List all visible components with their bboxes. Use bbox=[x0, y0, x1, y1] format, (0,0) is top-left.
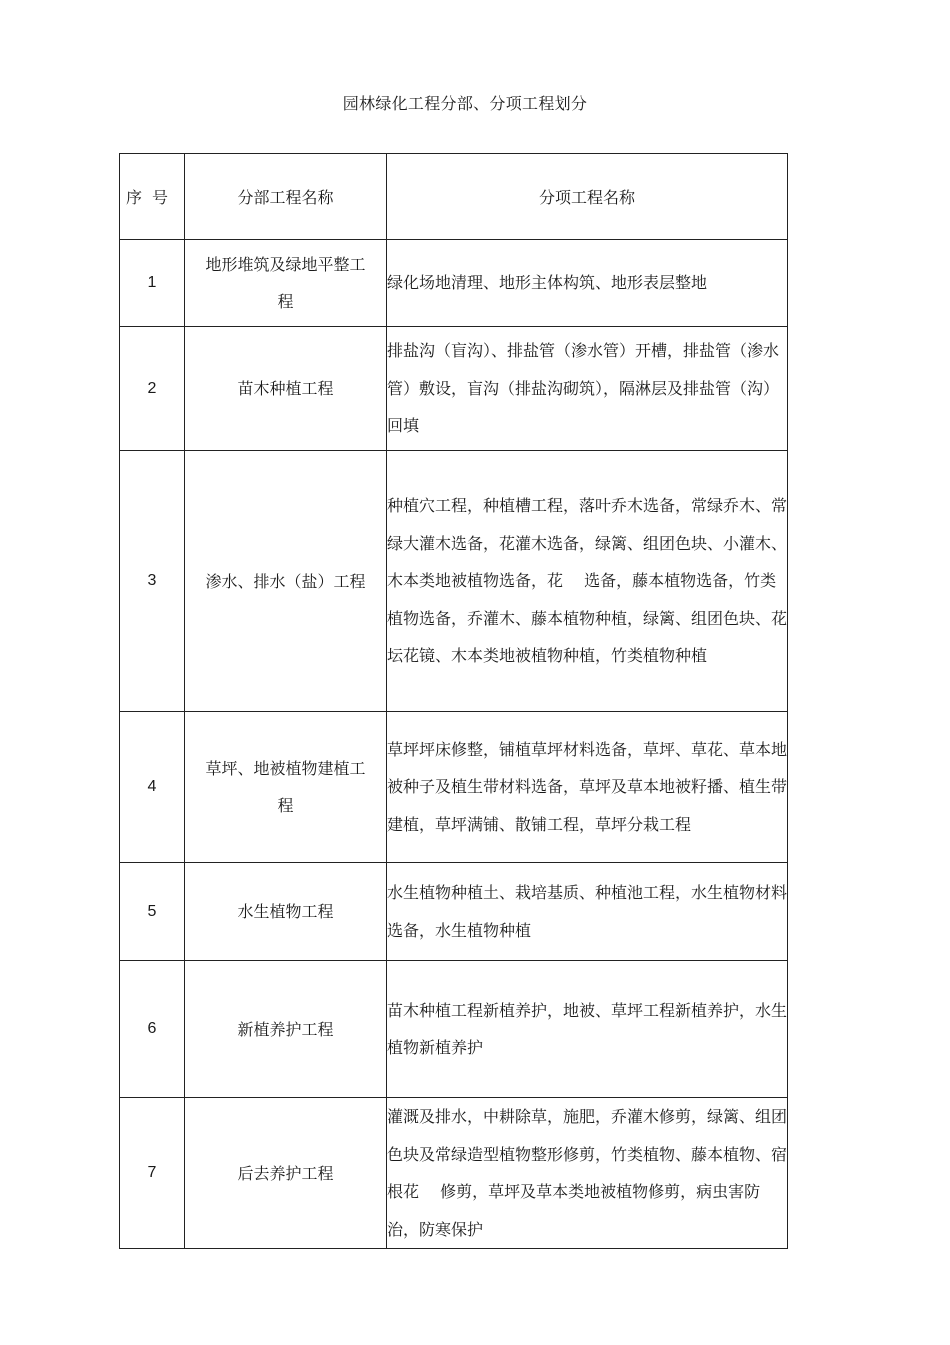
row-seq: 2 bbox=[120, 327, 185, 451]
row-division: 后去养护工程 bbox=[185, 1098, 387, 1249]
table-row bbox=[120, 863, 788, 961]
row-division: 水生植物工程 bbox=[185, 863, 387, 961]
row-seq: 4 bbox=[120, 712, 185, 863]
row-division: 地形堆筑及绿地平整工程 bbox=[185, 240, 387, 327]
row-items: 灌溉及排水，中耕除草，施肥，乔灌木修剪，绿篱、组团色块及常绿造型植物整形修剪，竹类植物、藤本植物、宿根花 修剪，草坪及草本类地被植物修剪，病虫害防治，防寒保护 bbox=[387, 1098, 788, 1249]
table-header-row bbox=[120, 154, 788, 240]
table-row bbox=[120, 240, 788, 327]
table-row bbox=[120, 327, 788, 451]
row-division: 草坪、地被植物建植工程 bbox=[185, 712, 387, 863]
header-seq: 序号 bbox=[120, 154, 185, 240]
row-items: 绿化场地清理、地形主体构筑、地形表层整地 bbox=[387, 240, 788, 327]
table-row bbox=[120, 451, 788, 712]
row-items: 排盐沟（盲沟）、排盐管（渗水管）开槽，排盐管（渗水管）敷设，盲沟（排盐沟砌筑），隔淋层及排盐管（沟）回填 bbox=[387, 327, 788, 451]
row-division: 新植养护工程 bbox=[185, 961, 387, 1098]
row-items: 草坪坪床修整，铺植草坪材料选备，草坪、草花、草本地被种子及植生带材料选备，草坪及草本地被籽播、植生带建植，草坪满铺、散铺工程，草坪分栽工程 bbox=[387, 712, 788, 863]
row-seq: 5 bbox=[120, 863, 185, 961]
row-seq: 6 bbox=[120, 961, 185, 1098]
header-items: 分项工程名称 bbox=[387, 154, 788, 240]
table-row bbox=[120, 961, 788, 1098]
header-division: 分部工程名称 bbox=[185, 154, 387, 240]
row-items: 苗木种植工程新植养护，地被、草坪工程新植养护，水生植物新植养护 bbox=[387, 961, 788, 1098]
row-items: 种植穴工程，种植槽工程，落叶乔木选备，常绿乔木、常绿大灌木选备，花灌木选备，绿篱、组团色块、小灌木、木本类地被植物选备，花 选备，藤本植物选备，竹类植物选备，乔灌木、藤本植物种植，绿篱、组团色块、花坛花镜、木本类地被植物种植，竹类植物种植 bbox=[387, 451, 788, 712]
table-row bbox=[120, 1098, 788, 1249]
row-seq: 1 bbox=[120, 240, 185, 327]
row-seq: 7 bbox=[120, 1098, 185, 1249]
row-seq: 3 bbox=[120, 451, 185, 712]
row-items: 水生植物种植土、栽培基质、种植池工程，水生植物材料选备，水生植物种植 bbox=[387, 863, 788, 961]
division-table bbox=[119, 153, 788, 1249]
row-division: 渗水、排水（盐）工程 bbox=[185, 451, 387, 712]
table-row bbox=[120, 712, 788, 863]
row-division: 苗木种植工程 bbox=[185, 327, 387, 451]
page-title: 园林绿化工程分部、分项工程划分 bbox=[342, 94, 588, 113]
